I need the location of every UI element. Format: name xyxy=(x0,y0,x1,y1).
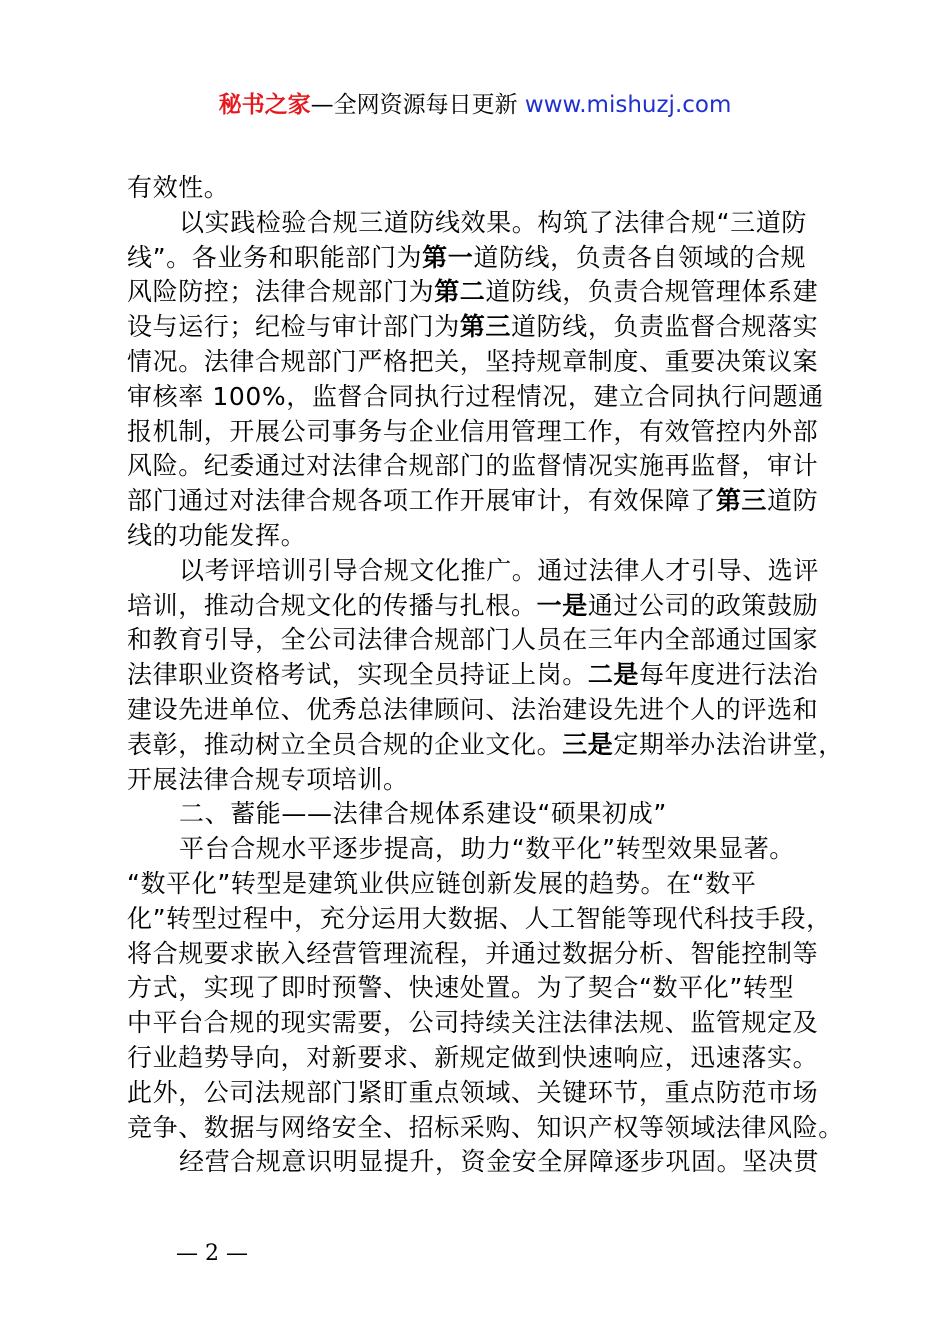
text-line xyxy=(127,345,827,380)
text-segment: 风险防控；法律合规部门为 xyxy=(127,277,435,307)
text-line xyxy=(127,171,827,206)
document-body xyxy=(127,171,844,1180)
text-line xyxy=(127,971,827,1006)
text-segment: 化”转型过程中，充分运用大数据、人工智能等现代科技手段， xyxy=(127,903,832,933)
text-segment: 道防 xyxy=(767,486,819,516)
text-segment: 中平台合规的现实需要，公司持续关注法律法规、监管规定及 xyxy=(127,1008,819,1038)
text-segment: 审核率 100%，监督合同执行过程情况，建立合同执行问题通 xyxy=(127,381,824,411)
text-segment: 道防线，负责监督合规落实 xyxy=(511,312,819,342)
bold-text: 第三 xyxy=(459,312,512,342)
text-segment: 有效性。 xyxy=(127,173,230,202)
text-segment: 定期举办法治讲堂， xyxy=(613,729,844,759)
text-line xyxy=(127,623,827,658)
text-line xyxy=(127,797,827,832)
text-segment: 开展法律合规专项培训。 xyxy=(127,764,409,794)
text-line xyxy=(127,658,827,693)
site-header xyxy=(0,88,950,122)
bold-text: 第二 xyxy=(434,277,486,307)
text-segment: 以考评培训引导合规文化推广。通过法律人才引导、选评 xyxy=(179,555,820,585)
text-segment: 建设先进单位、优秀总法律顾问、法治建设先进个人的评选和 xyxy=(127,694,819,724)
text-segment: 情况。法律合规部门严格把关，坚持规章制度、重要决策议案 xyxy=(127,346,819,376)
text-segment: 部门通过对法律合规各项工作开展审计，有效保障了 xyxy=(127,486,716,516)
text-segment: 线的功能发挥。 xyxy=(127,520,307,550)
text-segment: 报机制，开展公司事务与企业信用管理工作，有效管控内外部 xyxy=(127,416,819,446)
bold-text: 二是 xyxy=(587,660,640,690)
text-segment: 将合规要求嵌入经营管理流程，并通过数据分析、智能控制等 xyxy=(127,938,819,968)
text-segment: 方式，实现了即时预警、快速处置。为了契合“数平化”转型 xyxy=(127,973,795,1003)
text-line xyxy=(127,867,827,902)
text-line xyxy=(127,1006,827,1041)
text-line xyxy=(127,484,827,519)
text-segment: 培训，推动合规文化的传播与扎根。 xyxy=(127,590,537,620)
text-line xyxy=(127,380,827,415)
text-segment: 风险。纪委通过对法律合规部门的监督情况实施再监督，审计 xyxy=(127,451,819,481)
text-line xyxy=(127,832,827,867)
text-segment: 通过公司的政策鼓励 xyxy=(587,590,819,620)
text-segment: 以实践检验合规三道防线效果。构筑了法律合规“三道防 xyxy=(179,207,807,237)
text-segment: 表彰，推动树立全员合规的企业文化。 xyxy=(127,729,563,759)
text-line xyxy=(127,589,827,624)
text-line xyxy=(127,206,827,241)
text-segment: 线”。各业务和职能部门为 xyxy=(127,242,423,272)
text-line xyxy=(127,449,827,484)
text-segment: “数平化”转型是建筑业供应链创新发展的趋势。在“数平 xyxy=(127,868,757,898)
text-line xyxy=(127,728,844,763)
text-line xyxy=(127,937,827,972)
header-tagline: —全网资源每日更新 xyxy=(310,92,525,118)
text-segment: 道防线，负责合规管理体系建 xyxy=(485,277,819,307)
text-segment: 每年度进行法治 xyxy=(639,660,819,690)
text-line xyxy=(127,275,827,310)
bold-text: 一是 xyxy=(536,590,588,620)
bold-text: 第三 xyxy=(715,486,768,516)
text-line xyxy=(127,693,827,728)
text-segment: 平台合规水平逐步提高，助力“数平化”转型效果显著。 xyxy=(179,834,795,864)
text-line xyxy=(127,310,827,345)
text-line xyxy=(127,519,827,554)
text-segment: 二、蓄能——法律合规体系建设“硕果初成” xyxy=(179,799,667,829)
text-segment: 法律职业资格考试，实现全员持证上岗。 xyxy=(127,660,588,690)
text-segment: 此外，公司法规部门紧盯重点领域、关键环节，重点防范市场 xyxy=(127,1077,819,1107)
text-segment: 经营合规意识明显提升，资金安全屏障逐步巩固。坚决贯 xyxy=(179,1147,820,1177)
text-line xyxy=(127,902,832,937)
bold-text: 三是 xyxy=(562,729,614,759)
brand-name: 秘书之家 xyxy=(218,92,311,118)
text-line xyxy=(127,1076,827,1111)
text-segment: 行业趋势导向，对新要求、新规定做到快速响应，迅速落实。 xyxy=(127,1042,819,1072)
text-line xyxy=(127,554,827,589)
bold-text: 第一 xyxy=(422,242,474,272)
text-line xyxy=(127,763,827,798)
text-line xyxy=(127,1111,844,1146)
text-segment: 竞争、数据与网络安全、招标采购、知识产权等领域法律风险。 xyxy=(127,1112,844,1142)
text-line xyxy=(127,415,827,450)
text-line xyxy=(127,241,827,276)
site-url: www.mishuzj.com xyxy=(524,92,732,118)
text-segment: 道防线，负责各自领域的合规 xyxy=(473,242,807,272)
text-segment: 设与运行；纪检与审计部门为 xyxy=(127,312,460,342)
page-number: — 2 — xyxy=(176,1241,248,1266)
text-line xyxy=(127,1145,827,1180)
text-segment: 和教育引导，全公司法律合规部门人员在三年内全部通过国家 xyxy=(127,625,819,655)
text-line xyxy=(127,1041,827,1076)
